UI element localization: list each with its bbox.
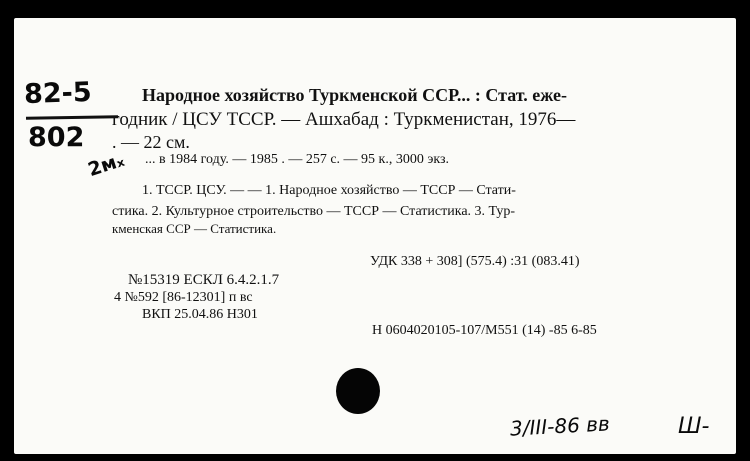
title-text: Народное хозяйство Туркменской ССР... : Стат. еже- [142, 85, 568, 105]
issue-line: ... в 1984 году. — 1985 . — 257 с. — 95 к., 3000 экз. [145, 152, 449, 167]
udk-code: УДК 338 + 308] (575.4) :31 (083.41) [370, 254, 580, 269]
subjects-line-3: кменская ССР — Статистика. [112, 221, 277, 236]
handwritten-initials: Ш- [678, 414, 710, 439]
handwritten-date: 3/III-86 вв [509, 411, 611, 441]
ink-hole-mark [336, 368, 380, 414]
call-number-bottom: 802 [28, 122, 85, 153]
title-line-2: годник / ЦСУ ТССР. — Ашхабад : Туркменистан, 1976— [112, 109, 576, 130]
subjects-line-1: 1. ТССР. ЦСУ. — — 1. Народное хозяйство — ТССР — Стати- [142, 183, 516, 198]
vkp-line: ВКП 25.04.86 Н301 [142, 307, 258, 322]
call-number-top: 82-5 [23, 76, 93, 111]
catalog-card [14, 18, 736, 454]
subjects-line-2: стика. 2. Культурное строительство — ТССР — Статистика. 3. Тур- [112, 204, 516, 219]
eskl-number: №15319 ЕСКЛ 6.4.2.1.7 [128, 272, 280, 288]
call-number-divider [26, 115, 118, 120]
title-line-3: . — 22 см. [112, 132, 190, 152]
handwritten-margin-note: 2ᴍₓ [85, 148, 127, 182]
title-line-1 [142, 86, 567, 104]
index-code: Н 0604020105-107/М551 (14) -85 6-85 [372, 323, 597, 338]
order-number: 4 №592 [86-12301] п вс [114, 290, 253, 305]
